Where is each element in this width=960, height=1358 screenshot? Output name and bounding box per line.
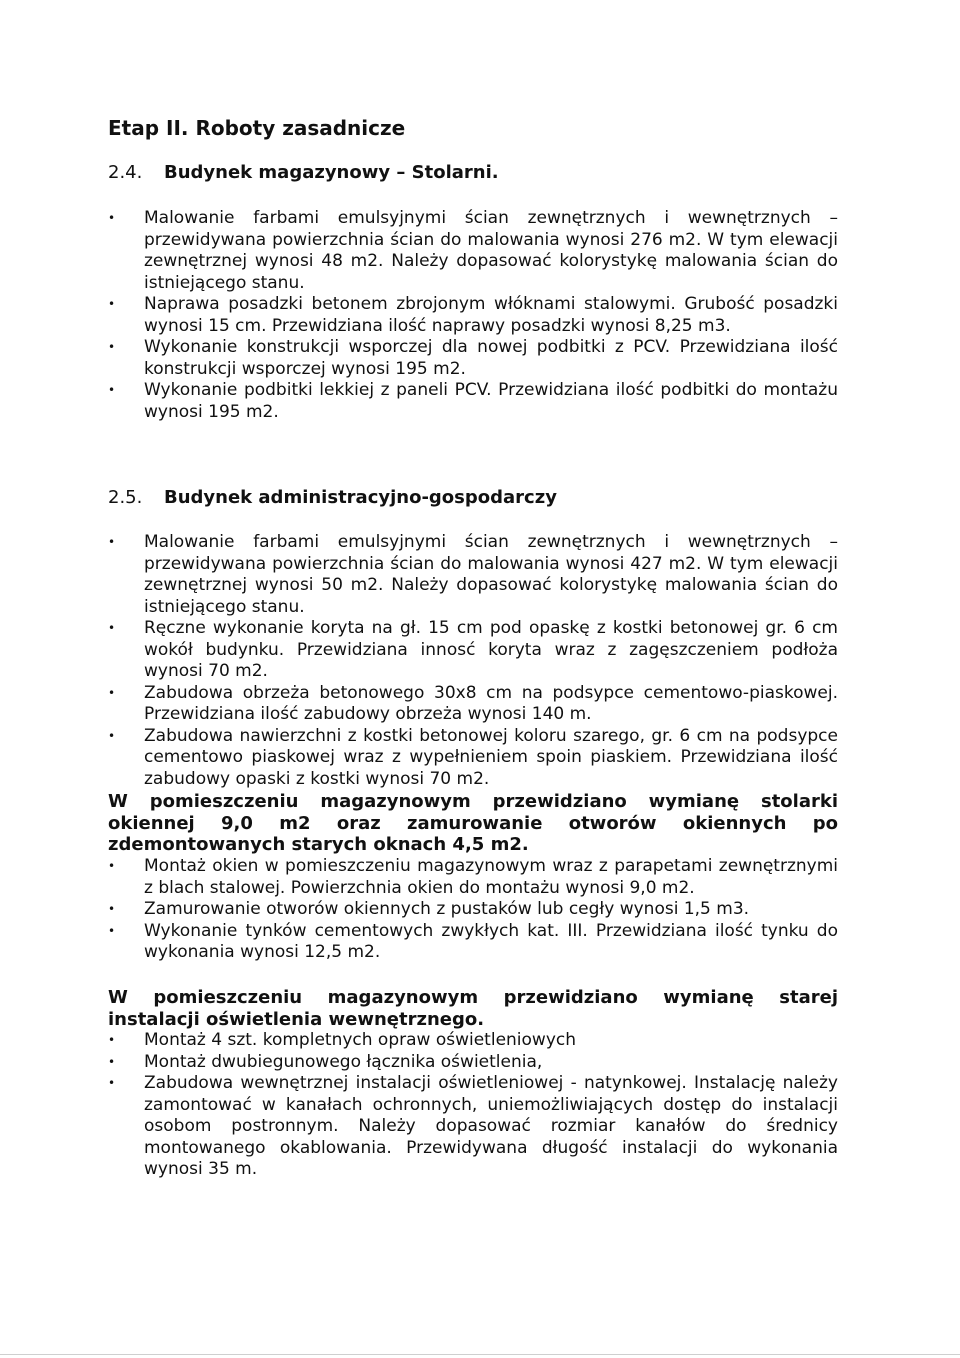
list-item: • Wykonanie tynków cementowych zwykłych kat. III. Przewidziana ilość tynku do wykonania wynosi 12,5 m2. xyxy=(108,921,838,964)
windows-list xyxy=(108,856,838,964)
list-item: • Naprawa posadzki betonem zbrojonym włóknami stalowymi. Grubość posadzki wynosi 15 cm. Przewidziana ilość naprawy posadzki wynosi 8,25 m3. xyxy=(108,294,838,337)
stage-title: Etap II. Roboty zasadnicze xyxy=(108,116,406,140)
list-item: • Zamurowanie otworów okiennych z pustaków lub cegły wynosi 1,5 m3. xyxy=(108,899,838,921)
list-item: • Wykonanie podbitki lekkiej z paneli PCV. Przewidziana ilość podbitki do montażu wynosi 195 m2. xyxy=(108,380,838,423)
windows-paragraph: W pomieszczeniu magazynowym przewidziano wymianę stolarki okiennej 9,0 m2 oraz zamurowanie otworów okiennych po zdemontowanych starych oknach 4,5 m2. xyxy=(108,791,838,855)
list-item: • Montaż dwubiegunowego łącznika oświetlenia, xyxy=(108,1052,838,1074)
lighting-paragraph: W pomieszczeniu magazynowym przewidziano wymianę starej instalacji oświetlenia wewnętrznego. xyxy=(108,987,838,1030)
list-item: • Montaż okien w pomieszczeniu magazynowym wraz z parapetami zewnętrznymi z blach stalowej. Powierzchnia okien do montażu wynosi 9,0 m2. xyxy=(108,856,838,899)
list-item: • Malowanie farbami emulsyjnymi ścian zewnętrznych i wewnętrznych – przewidywana powierzchnia ścian do malowania wynosi 276 m2. W tym elewacji zewnętrznej wynosi 48 m2. Należy dopasować kolorystykę malowania ścian do istniejącego stanu. xyxy=(108,208,838,294)
page-bottom-edge xyxy=(0,1354,960,1355)
list-item: • Malowanie farbami emulsyjnymi ścian zewnętrznych i wewnętrznych – przewidywana powierzchnia ścian do malowania wynosi 427 m2. W tym elewacji zewnętrznej wynosi 50 m2. Należy dopasować kolorystykę malowania ścian do istniejącego stanu. xyxy=(108,532,838,618)
list-item: • Ręczne wykonanie koryta na gł. 15 cm pod opaskę z kostki betonowej gr. 6 cm wokół budynku. Przewidziana innosć koryta wraz z zagęszczeniem podłoża wynosi 70 m2. xyxy=(108,618,838,683)
section-2-4-number: 2.4. xyxy=(108,162,143,183)
section-2-5-heading xyxy=(108,486,557,510)
section-2-4-list xyxy=(108,208,838,423)
list-item: • Zabudowa wewnętrznej instalacji oświetleniowej - natynkowej. Instalację należy zamontować w kanałach ochronnych, uniemożliwiających dostęp do instalacji osobom postronnym. Należy dopasować rozmiar kanałów do średnicy montowanego okablowania. Przewidywana długość instalacji do wykonania wynosi 35 m. xyxy=(108,1073,838,1181)
section-2-4-heading xyxy=(108,161,499,185)
list-item: • Wykonanie konstrukcji wsporczej dla nowej podbitki z PCV. Przewidziana ilość konstrukcji wsporczej wynosi 195 m2. xyxy=(108,337,838,380)
section-2-5-number: 2.5. xyxy=(108,487,143,508)
list-item: • Montaż 4 szt. kompletnych opraw oświetleniowych xyxy=(108,1030,838,1052)
section-2-5-title: Budynek administracyjno-gospodarczy xyxy=(164,487,557,508)
lighting-list xyxy=(108,1030,838,1181)
list-item: • Zabudowa obrzeża betonowego 30x8 cm na podsypce cementowo-piaskowej. Przewidziana ilość zabudowy obrzeża wynosi 140 m. xyxy=(108,683,838,726)
list-item: • Zabudowa nawierzchni z kostki betonowej koloru szarego, gr. 6 cm na podsypce cementowo piaskowej wraz z wypełnieniem spoin piaskiem. Przewidziana ilość zabudowy opaski z kostki wynosi 70 m2. xyxy=(108,726,838,791)
section-2-5-list xyxy=(108,532,838,790)
section-2-4-title: Budynek magazynowy – Stolarni. xyxy=(164,162,499,183)
